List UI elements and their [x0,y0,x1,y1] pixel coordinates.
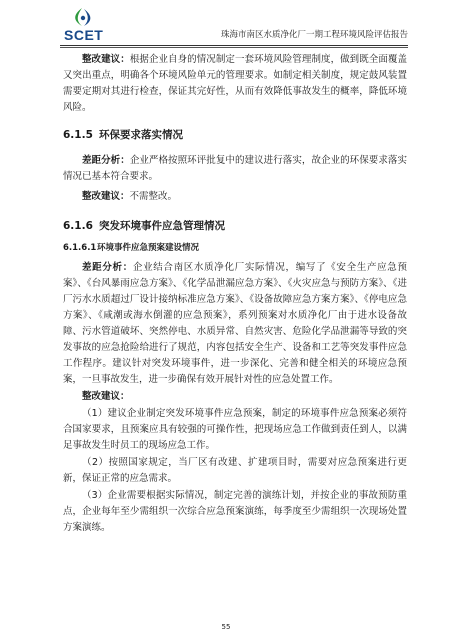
section-title: 环保要求落实情况 [99,129,183,141]
analysis-paragraph-6-1-5 [63,153,407,185]
suggestion-text: 根据企业自身的情况制定一套环境风险管理制度，做到既全面覆盖又突出重点，明确各个环境风险单元的管理要求。如制定相关制度，规定鼓风装置需要定期对其进行检查，保证其完好性，从而有效降低事故发生的概率，降低环境风险。 [63,54,407,113]
suggestion-item-1: （1）建议企业制定突发环境事件应急预案，制定的环境事件应急预案必须符合国家要求，且预案应具有较强的可操作性，把现场应急工作做到责任到人，以满足事故发生时员工的现场应急工作。 [63,408,407,451]
suggestion-paragraph-6-1-5 [63,189,407,205]
suggestion-text: 不需整改。 [129,191,178,202]
page-number: 55 [221,623,231,631]
subsection-heading-6-1-6-1 [63,240,407,256]
report-title: 珠海市南区水质净化厂一期工程环境风险评估报告 [220,30,408,40]
top-suggestion-paragraph [63,52,407,116]
subsection-number: 6.1.6.1 [63,243,97,253]
analysis-label: 差距分析： [82,262,133,273]
section-title: 突发环境事件应急管理情况 [99,220,225,232]
suggestion-item-2: （2）按照国家规定，当厂区有改建、扩建项目时，需要对应急预案进行更新，保证正常的应急需求。 [63,457,407,484]
section-number: 6.1.6 [63,220,93,232]
section-number: 6.1.5 [63,129,93,141]
section-heading-6-1-5 [63,127,407,143]
header-rule [60,45,408,46]
suggestion-item-3: （3）企业需要根据实际情况，制定完善的演练计划，并按企业的事故预防重点，企业每年至少需组织一次综合应急预案演练，每季度至少需组织一次现场处置方案演练。 [63,490,407,533]
header-rule-thin [60,47,408,48]
subsection-title: 环境事件应急预案建设情况 [97,243,200,253]
analysis-text: 企业结合南区水质净化厂实际情况，编写了《安全生产应急预案》、《台风暴雨应急方案》、《化学品泄漏应急方案》、《火灾应急与预防方案》、《进厂污水水质超过厂设计接纳标准应急方案》、《设备故障应急方案方案》、《停电应急方案》、《咸潮或海水倒灌的应急预案》，系列预案对水质净化厂由于进水设备故障、污水管道破坏、突然停电、水质异常、自然灾害、危险化学品泄漏等导致的突发事故的应急抢险给进行了规范，内容包括安全生产、设备和工艺等突发事件应急工作程序。建议针对突发环境事件，进一步深化、完善和健全相关的环境应急预案，一旦事故发生，进一步确保有效开展针对性的应急处置工作。 [63,262,407,385]
analysis-paragraph-6-1-6-1 [63,260,407,388]
section-heading-6-1-6 [63,218,407,234]
suggestion-heading-6-1-6-1: 整改建议： [82,391,130,402]
logo-text: SCET [64,27,104,43]
suggestion-label: 整改建议： [82,191,130,202]
suggestion-label: 整改建议： [82,54,130,65]
page-header [60,6,408,46]
page-body [63,52,407,536]
analysis-text: 企业严格按照环评批复中的建议进行落实，故企业的环保要求落实情况已基本符合要求。 [63,155,407,182]
analysis-label: 差距分析： [82,155,130,166]
